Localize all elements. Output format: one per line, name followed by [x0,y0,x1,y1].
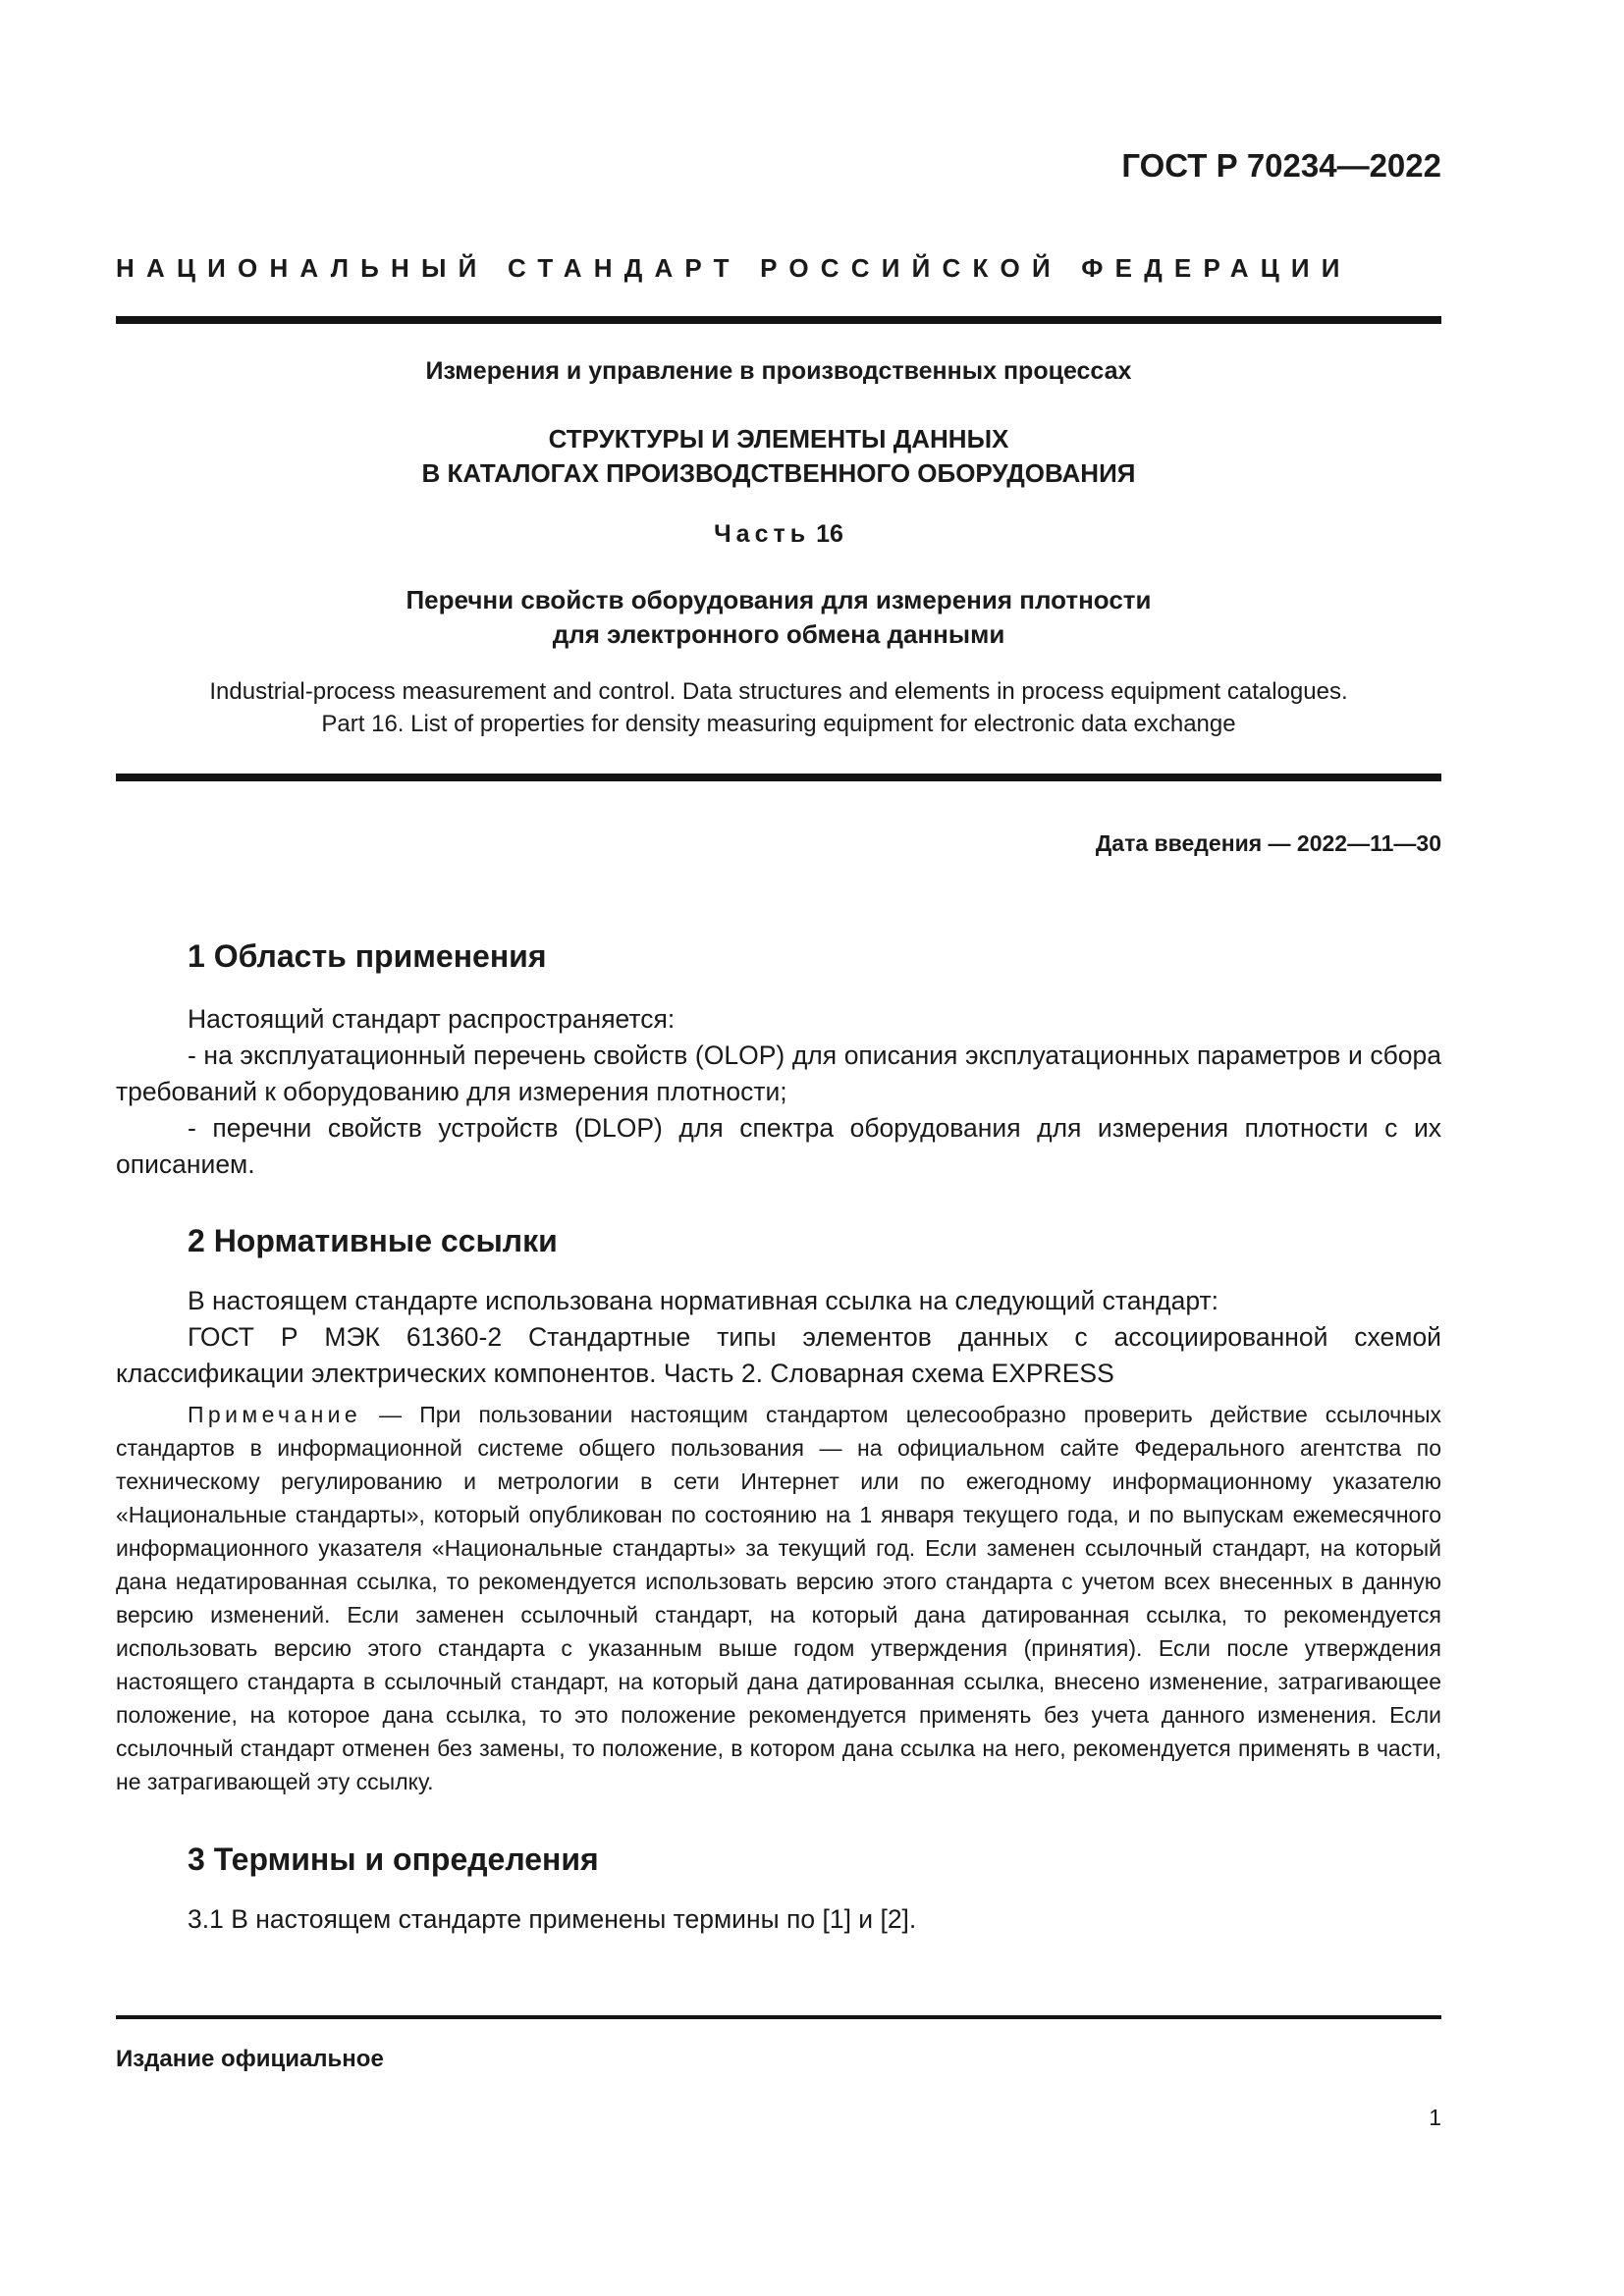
section-3-heading: 3 Термины и определения [188,1842,599,1877]
gost-code: ГОСТ Р 70234—2022 [1121,147,1441,184]
note-text: — При пользовании настоящим стандартом целесообразно проверить действие ссылочных стандартов в информационной системе общего пользования — на официальном сайте Федерального агентства по техническому регулированию и метрологии в сети Интернет или по ежегодному информационному указателю «Национальные стандарты», который опубликован по состоянию на 1 января текущего года, и по выпускам ежемесячного информационного указателя «Национальные стандарты» за текущий год. Если заменен ссылочный стандарт, на который дана недатированная ссылка, то рекомендуется использовать версию этого стандарта с учетом всех внесенных в данную версию изменений. Если заменен ссылочный стандарт, на который дана датированная ссылка, то рекомендуется использовать версию этого стандарта с указанным выше годом утверждения (принятия). Если после утверждения настоящего стандарта в ссылочный стандарт, на который дана датированная ссылка, внесено изменение, затрагивающее положение, на которое дана ссылка, то это положение рекомендуется применять без учета данного изменения. Если ссылочный стандарт отменен без замены, то положение, в котором дана ссылка на него, рекомендуется применять в части, не затрагивающей эту ссылку. [116,1402,1441,1794]
national-standard-banner: НАЦИОНАЛЬНЫЙ СТАНДАРТ РОССИЙСКОЙ ФЕДЕРАЦИИ [116,253,1352,283]
top-divider [116,316,1441,324]
title-divider [116,774,1441,781]
document-page [116,0,1441,2296]
english-title-line-1: Industrial-process measurement and control. Data structures and elements in process equipment catalogues. [209,678,1348,705]
english-title-line-2: Part 16. List of properties for density measuring equipment for electronic data exchange [321,711,1236,737]
page-number: 1 [1429,2105,1441,2130]
section-1-item-1: - на эксплуатационный перечень свойств (OLOP) для описания эксплуатационных параметров и сбора требований к оборудованию для измерения плотности; [116,1041,1441,1106]
introduction-date: Дата введения — 2022—11—30 [1095,830,1441,856]
part-number: 16 [816,520,843,548]
normative-reference: ГОСТ Р МЭК 61360-2 Стандартные типы элементов данных с ассоциированной схемой классификации электрических компонентов. Часть 2. Словарная схема EXPRESS [116,1322,1441,1388]
section-1-intro: Настоящий стандарт распространяется: [188,1004,676,1034]
main-title-line-2: В КАТАЛОГАХ ПРОИЗВОДСТВЕННОГО ОБОРУДОВАНИЯ [421,458,1136,488]
subtitle [116,583,1441,652]
section-1-item-2: - перечни свойств устройств (DLOP) для спектра оборудования для измерения плотности с их описанием. [116,1113,1441,1179]
section-3-paragraph-1: 3.1 В настоящем стандарте применены термины по [1] и [2]. [188,1904,917,1934]
main-title [116,422,1441,491]
subject-line: Измерения и управление в производственных процессах [425,357,1132,385]
section-2-heading: 2 Нормативные ссылки [188,1223,558,1258]
part-heading [116,520,1441,549]
english-title [116,675,1441,740]
footer-divider [116,2015,1441,2019]
part-label: Часть [714,520,811,548]
subtitle-line-2: для электронного обмена данными [552,619,1005,649]
edition-label: Издание официальное [116,2046,384,2072]
note-paragraph [116,1398,1441,1798]
section-1-heading: 1 Область применения [188,938,547,974]
subtitle-line-1: Перечни свойств оборудования для измерения плотности [406,585,1152,614]
note-label: Примечание [188,1402,362,1427]
main-title-line-1: СТРУКТУРЫ И ЭЛЕМЕНТЫ ДАННЫХ [548,424,1009,454]
section-2-intro: В настоящем стандарте использована нормативная ссылка на следующий стандарт: [188,1286,1218,1315]
